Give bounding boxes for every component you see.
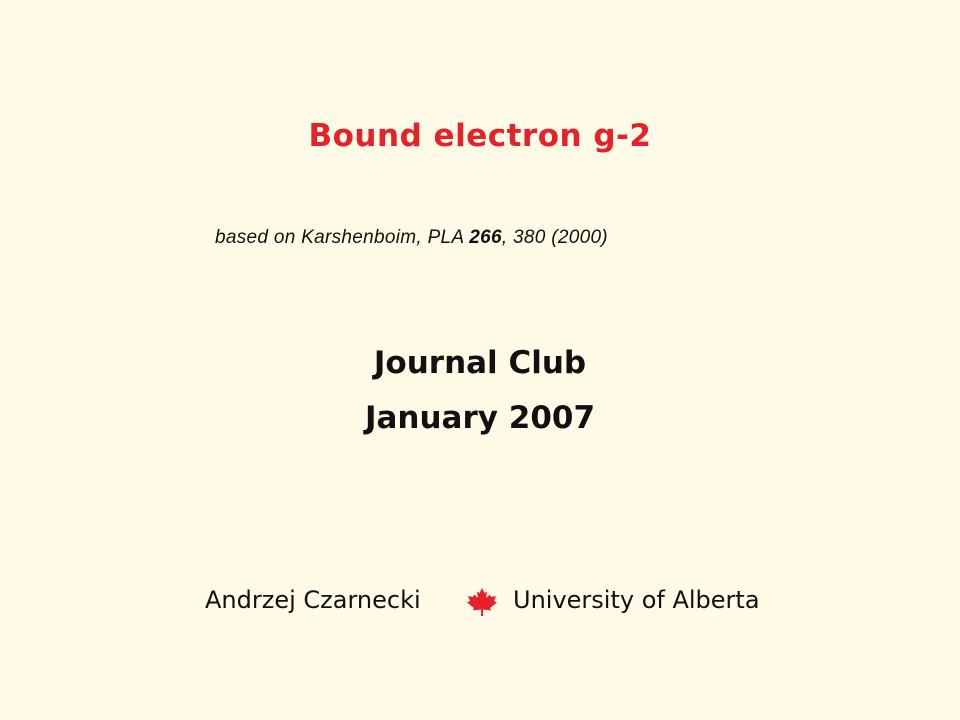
reference-citation bbox=[215, 227, 608, 249]
event-date: January 2007 bbox=[364, 400, 596, 436]
reference-volume: 266 bbox=[469, 227, 502, 248]
slide-title: Bound electron g-2 bbox=[308, 118, 652, 154]
author-name: Andrzej Czarnecki bbox=[205, 586, 421, 614]
maple-leaf-icon bbox=[465, 587, 499, 617]
affiliation: University of Alberta bbox=[513, 586, 760, 614]
event-name: Journal Club bbox=[373, 345, 587, 381]
reference-prefix: based on Karshenboim, PLA bbox=[215, 227, 470, 248]
reference-suffix: , 380 (2000) bbox=[501, 227, 608, 248]
